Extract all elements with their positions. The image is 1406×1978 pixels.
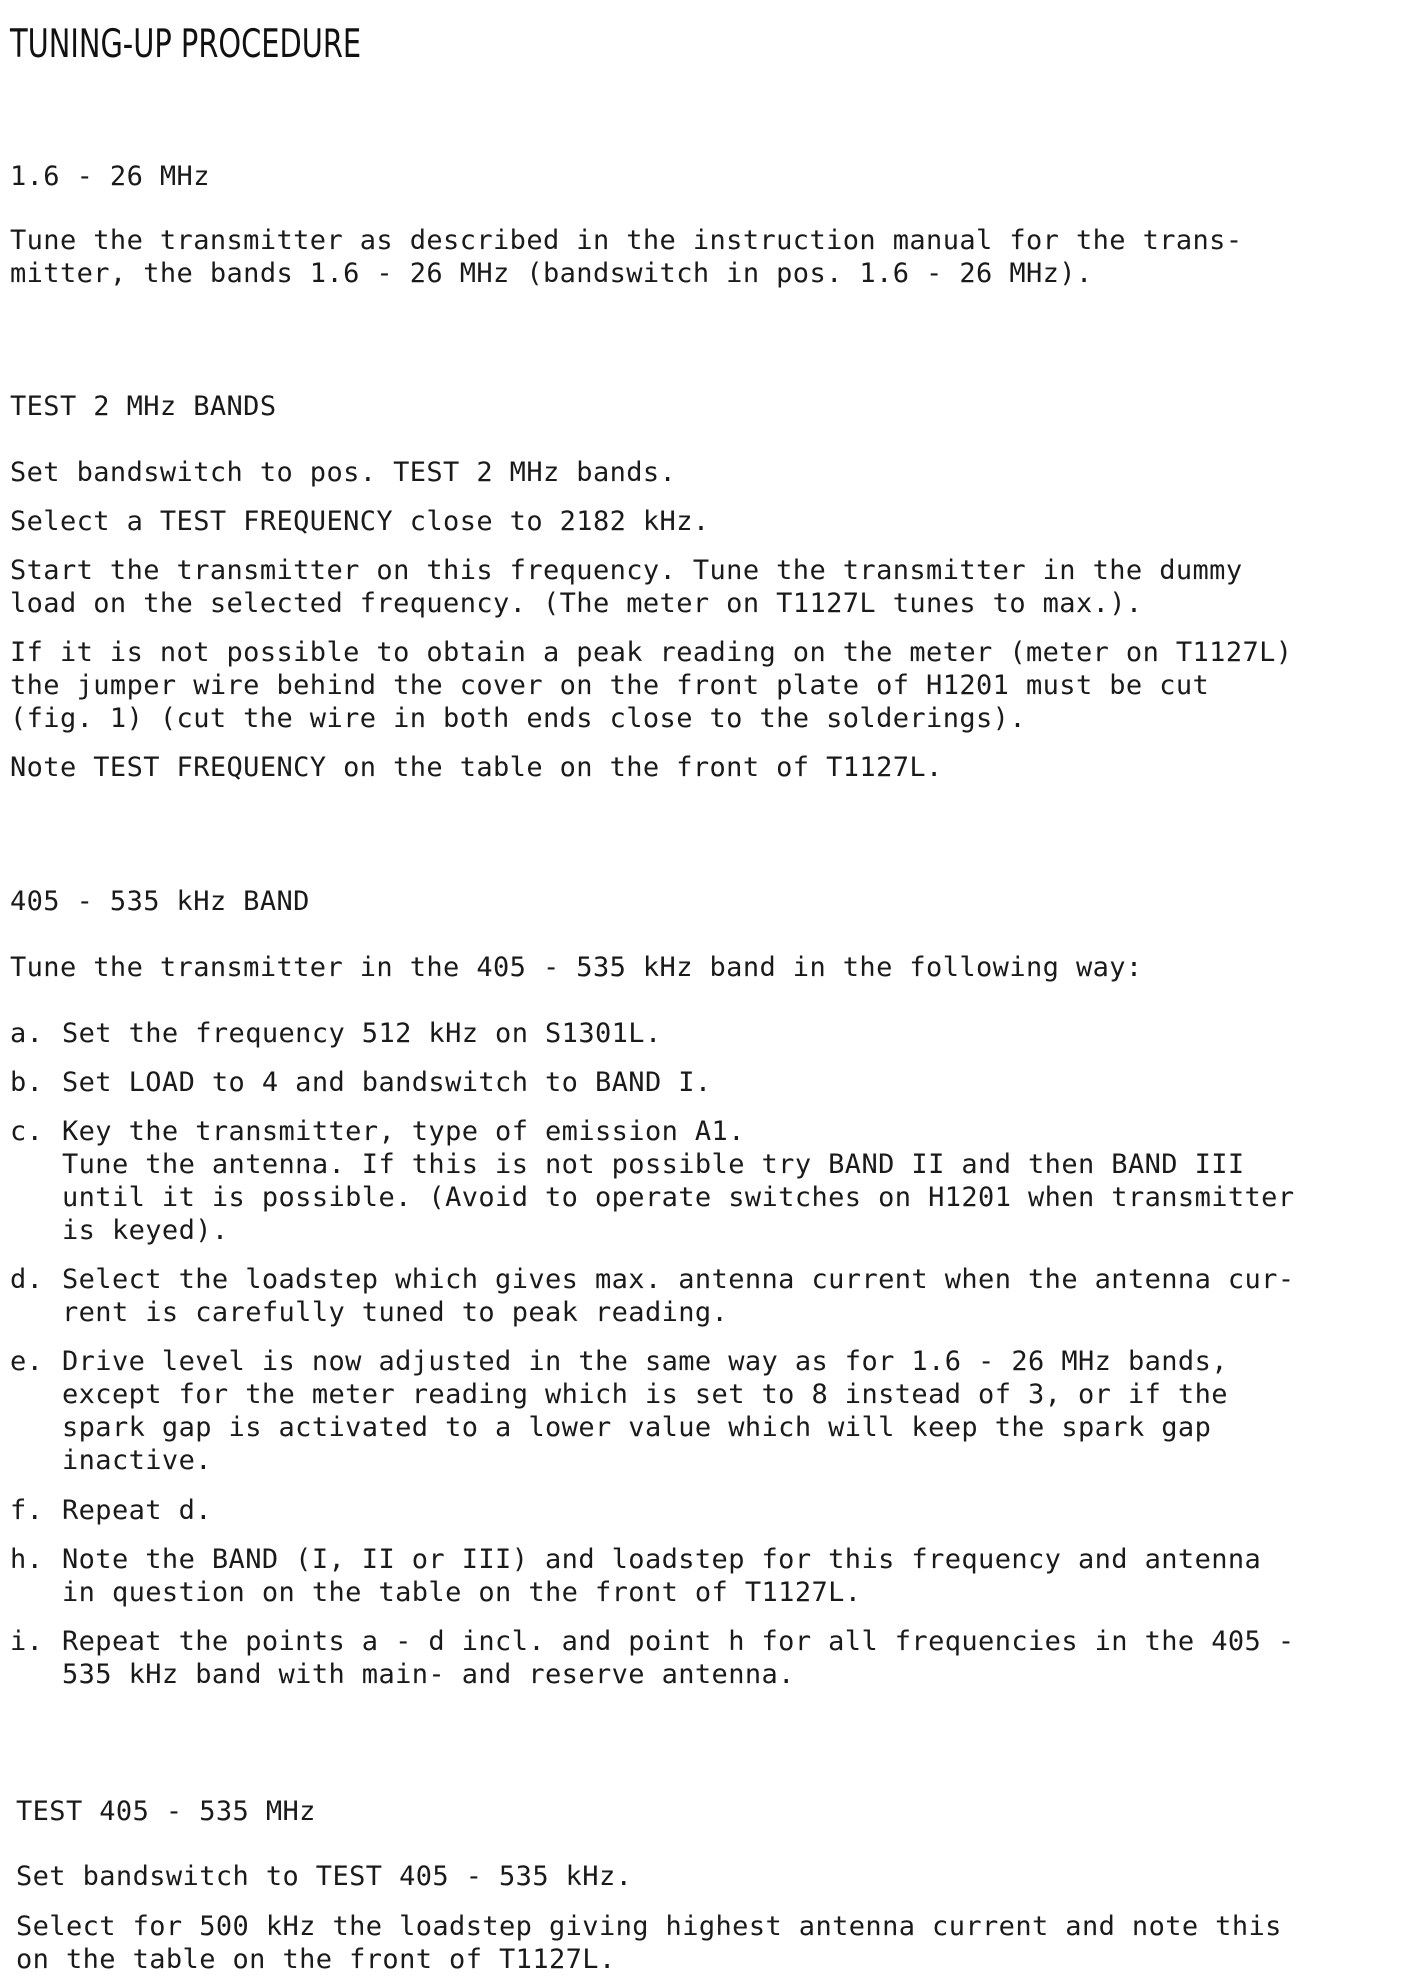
list-item-text: Key the transmitter, type of emission A1. Tune the antenna. If this is not possible try BAND II and then BAND III until it is possible. (Avoid to operate switches on H1201 when transmitter is keyed). [62,1116,1295,1246]
paragraph: Tune the transmitter as described in the instruction manual for the trans- mitter, the bands 1.6 - 26 MHz (bandswitch in pos. 1.6 - 26 MHz). [10,225,1243,289]
list-item-label: a. [10,1018,44,1049]
list-item-label: c. [10,1116,44,1147]
section-heading-1-6-26mhz: 1.6 - 26 MHz [10,161,210,192]
list-item-text: Repeat the points a - d incl. and point h for all frequencies in the 405 - 535 kHz band with main- and reserve antenna. [62,1626,1295,1690]
list-item-label: d. [10,1264,44,1295]
paragraph: Note TEST FREQUENCY on the table on the front of T1127L. [10,752,943,783]
paragraph: If it is not possible to obtain a peak reading on the meter (meter on T1127L) the jumper wire behind the cover on the front plate of H1201 must be cut (fig. 1) (cut the wire in both ends close to the solderings). [10,637,1293,734]
paragraph: Set bandswitch to TEST 405 - 535 kHz. [16,1861,633,1892]
paragraph: Select a TEST FREQUENCY close to 2182 kHz. [10,506,710,537]
list-item [10,1345,1228,1477]
paragraph: Select for 500 kHz the loadstep giving highest antenna current and note this on the table on the front of T1127L. [16,1911,1282,1975]
list-item-label: i. [10,1626,44,1657]
paragraph: Tune the transmitter in the 405 - 535 kHz band in the following way: [10,952,1143,983]
paragraph: Set bandswitch to pos. TEST 2 MHz bands. [10,457,677,488]
list-item [10,1115,1295,1247]
list-item-label: b. [10,1067,44,1098]
list-item [10,1625,1295,1757]
list-item-text: Drive level is now adjusted in the same way as for 1.6 - 26 MHz bands, except for the meter reading which is set to 8 instead of 3, or if the spark gap is activated to a lower value which will keep the spark gap inactive. [62,1346,1228,1476]
list-item-label: f. [10,1495,44,1526]
list-item-label: e. [10,1346,44,1377]
list-item-label: h. [10,1544,44,1575]
list-item-text: Select the loadstep which gives max. antenna current when the antenna cur- rent is carefully tuned to peak reading. [62,1264,1295,1328]
section-heading-405-535khz: 405 - 535 kHz BAND [10,886,310,917]
section-heading-test-2mhz: TEST 2 MHz BANDS [10,391,277,422]
page-title: TUNING-UP PROCEDURE [10,22,362,67]
list-item-text: Note the BAND (I, II or III) and loadstep for this frequency and antenna in question on the table on the front of T1127L. [62,1544,1262,1608]
list-item-text: Repeat d. [62,1495,212,1526]
list-item-text: Set LOAD to 4 and bandswitch to BAND I. [62,1067,712,1098]
section-heading-test-405-535: TEST 405 - 535 MHz [16,1796,316,1827]
paragraph: Start the transmitter on this frequency. Tune the transmitter in the dummy load on the selected frequency. (The meter on T1127L tunes to max.). [10,555,1243,619]
list-item-text: Set the frequency 512 kHz on S1301L. [62,1018,662,1049]
